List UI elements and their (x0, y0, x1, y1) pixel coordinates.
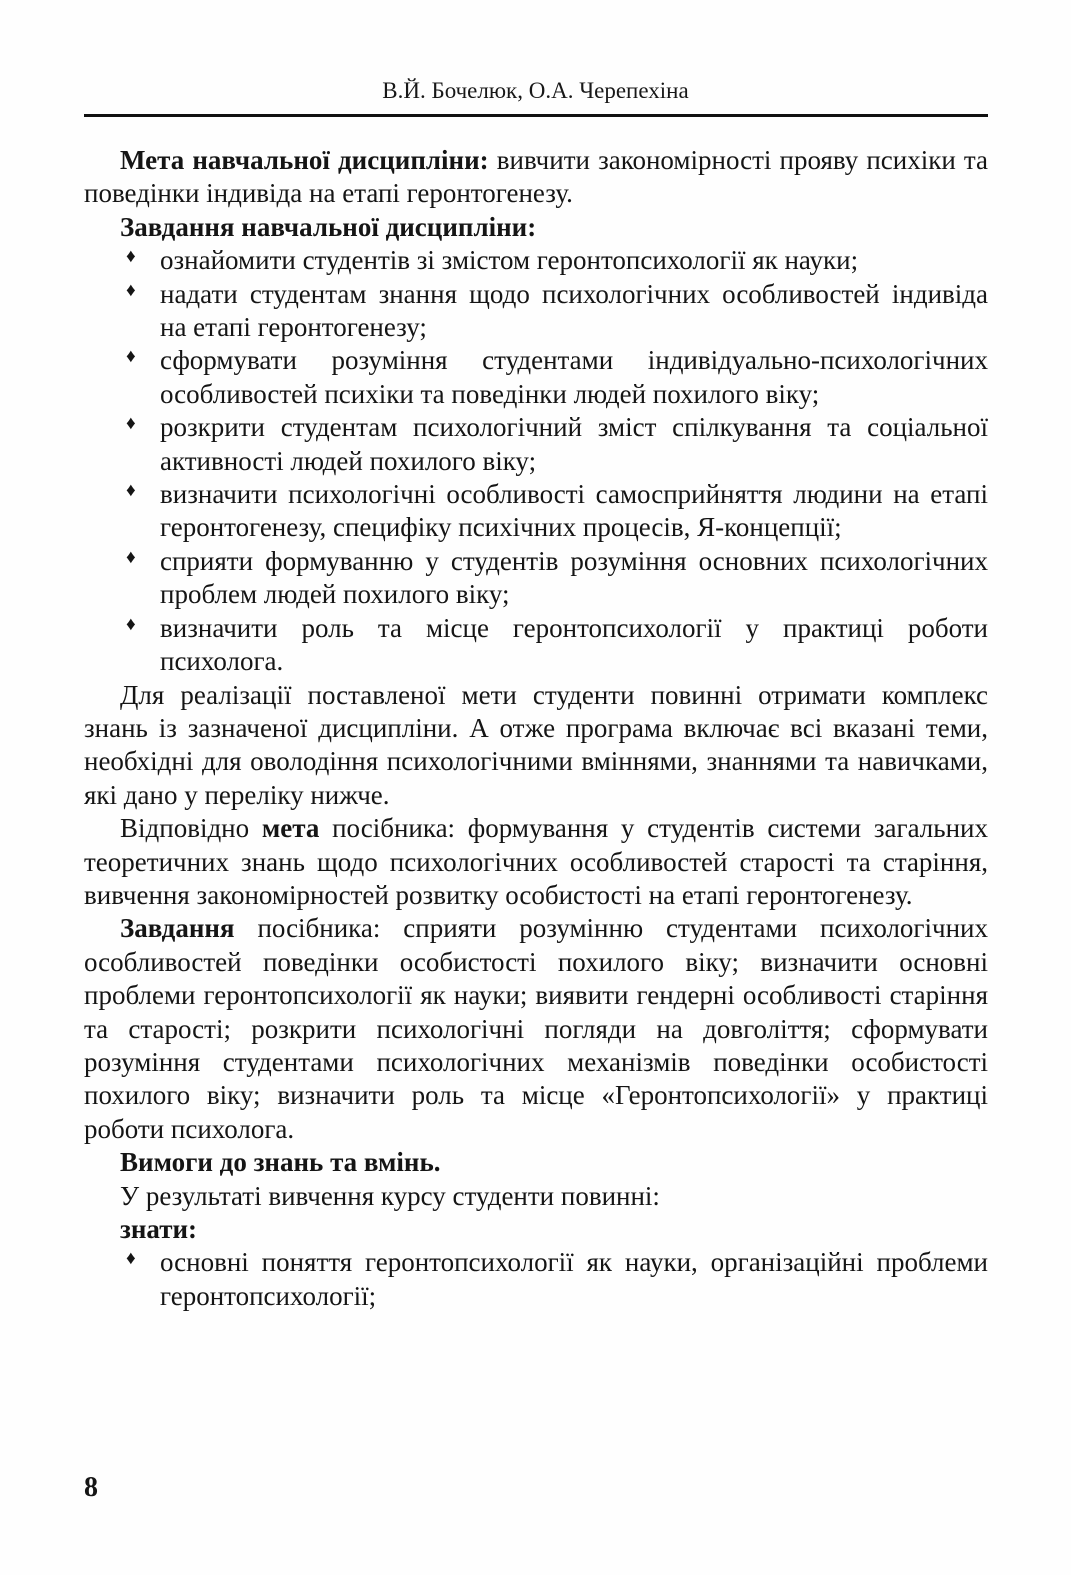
list-item (84, 244, 988, 277)
page-content (84, 144, 988, 1313)
paragraph-course-tasks-heading (84, 211, 988, 244)
list-item (84, 344, 988, 411)
realization-text: Для реалізації поставленої мети студенти повинні отримати комплекс знань із зазначеної дисципліни. А отже програма включає всі вказані теми, необхідні для оволодіння психологічними вміннями, знаннями та навичками, які дано у переліку нижче. (84, 679, 988, 810)
list-item-text: основні поняття геронтопсихології як науки, організаційні проблеми геронтопсихології; (160, 1247, 988, 1311)
manual-goal-bold: мета (261, 813, 320, 844)
paragraph-know-heading (84, 1213, 988, 1246)
diamond-bullet-icon: ♦ (126, 246, 136, 268)
list-item-text: сформувати розуміння студентами індивідуально-психологічних особливостей психіки та поведінки людей похилого віку; (160, 345, 988, 409)
paragraph-result-line (84, 1180, 988, 1213)
list-item-text: ознайомити студентів зі змістом геронтопсихології як науки; (160, 245, 859, 276)
list-item-text: розкрити студентам психологічний зміст спілкування та соціальної активності людей похилого віку; (160, 412, 988, 476)
diamond-bullet-icon: ♦ (126, 480, 136, 502)
paragraph-realization (84, 679, 988, 813)
diamond-bullet-icon: ♦ (126, 279, 136, 301)
diamond-bullet-icon: ♦ (126, 346, 136, 368)
paragraph-course-goal (84, 144, 988, 211)
course-goal-label: Мета навчальної дисципліни: (120, 145, 489, 175)
list-item (84, 478, 988, 545)
list-item (84, 1246, 988, 1313)
paragraph-manual-tasks (84, 912, 988, 1146)
list-item-text: надати студентам знання щодо психологічних особливостей індивіда на етапі геронтогенезу; (160, 278, 988, 343)
authors-header: В.Й. Бочелюк, О.А. Черепехіна (382, 78, 689, 103)
paragraph-manual-goal (84, 812, 988, 912)
header-rule (84, 114, 988, 117)
manual-tasks-bold: Завдання (120, 913, 235, 944)
course-tasks-list (84, 244, 988, 678)
manual-goal-prefix: Відповідно (120, 813, 262, 844)
list-item-text: визначити роль та місце геронтопсихології у практиці роботи психолога. (160, 612, 988, 677)
diamond-bullet-icon: ♦ (126, 1248, 136, 1270)
diamond-bullet-icon: ♦ (126, 613, 136, 635)
list-item-text: сприяти формуванню у студентів розуміння основних психологічних проблем людей похилого віку; (160, 545, 988, 610)
running-header (0, 78, 1071, 104)
list-item (84, 278, 988, 345)
paragraph-requirements-heading (84, 1146, 988, 1179)
diamond-bullet-icon: ♦ (126, 546, 136, 568)
list-item-text: визначити психологічні особливості самосприйняття людини на етапі геронтогенезу, специфіку психічних процесів, Я-концепції; (160, 479, 988, 543)
diamond-bullet-icon: ♦ (126, 413, 136, 435)
list-item (84, 545, 988, 612)
manual-goal-rest: посібника: формування у студентів системи загальних теоретичних знань щодо психологічних особливостей старості та старіння, вивчення закономірностей розвитку особистості на етапі геронтогенезу. (84, 813, 988, 910)
manual-tasks-rest: посібника: сприяти розумінню студентами психологічних особливостей поведінки особистості похилого віку; визначити основні проблеми геронтопсихології як науки; виявити гендерні особливості старіння та старості; розкрити психологічні погляди на довголіття; сформувати розуміння студентами психологічних механізмів поведінки особистості похилого віку; визначити роль та місце «Геронтопсихології» у практиці роботи психолога. (84, 913, 988, 1144)
know-heading: знати: (120, 1214, 198, 1244)
list-item (84, 612, 988, 679)
list-item (84, 411, 988, 478)
know-list (84, 1246, 988, 1313)
result-line-text: У результаті вивчення курсу студенти повинні: (120, 1180, 660, 1211)
course-goal-text: вивчити закономірності прояву психіки та поведінки індивіда на етапі геронтогенезу. (84, 145, 989, 209)
requirements-heading: Вимоги до знань та вмінь. (120, 1147, 441, 1178)
course-tasks-heading: Завдання навчальної дисципліни: (120, 211, 537, 242)
page-number: 8 (84, 1472, 98, 1503)
